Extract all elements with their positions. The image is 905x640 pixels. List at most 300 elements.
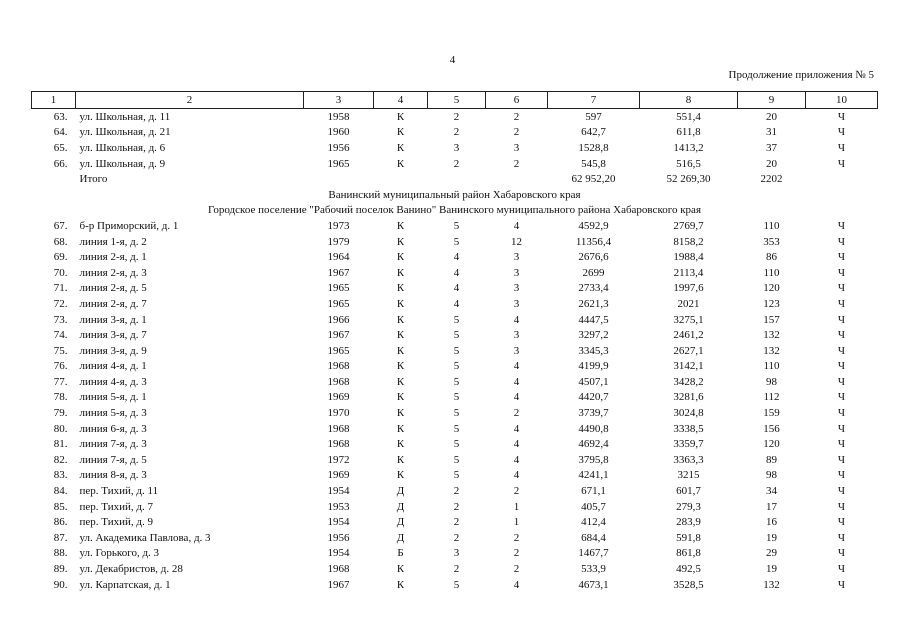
year-built-cell: 1972 [327,453,350,466]
wall-material-cell: К [396,563,405,576]
residents-cell: 98 [766,469,777,482]
wall-material-cell: К [396,157,405,170]
wall-material-cell: Б [397,547,404,560]
total-area-cell: 2621,3 [578,297,609,310]
floors-cell: 2 [453,485,460,498]
row-number-cell: 70. [53,266,68,279]
wall-material-cell: К [396,329,405,342]
total-area-cell: 3795,8 [578,453,609,466]
row-number-cell: 84. [53,485,68,498]
wall-material-cell: Д [396,516,405,529]
wall-material-cell: К [396,282,405,295]
living-area-cell: 551,4 [676,110,701,123]
table-row [32,405,878,421]
row-number-cell: 85. [53,500,68,513]
table-row [32,156,878,172]
address-cell: линия 3-я, д. 7 [79,329,147,342]
address-cell: линия 5-я, д. 1 [79,391,147,404]
section-district-heading-row [32,187,878,203]
total-area-cell: 2699 [582,266,605,279]
row-number-cell: 69. [53,251,68,264]
section-settlement-heading-row [32,203,878,219]
address-cell: линия 7-я, д. 5 [79,453,147,466]
row-number-cell: 87. [53,531,68,544]
residents-cell: 110 [763,266,780,279]
residents-cell: 19 [766,531,777,544]
entrances-cell: 4 [513,578,520,591]
header-cell: 7 [548,92,640,109]
address-cell: линия 2-я, д. 5 [79,282,147,295]
total-area-cell: 671,1 [581,485,606,498]
floors-cell: 2 [453,110,460,123]
living-area-cell: 492,5 [676,563,701,576]
year-built-cell: 1967 [327,266,350,279]
floors-cell: 5 [453,313,460,326]
residents-cell: 86 [766,251,777,264]
row-number-cell: 80. [53,422,68,435]
entrances-cell: 4 [513,391,520,404]
year-built-cell: 1968 [327,438,350,451]
floors-cell: 3 [453,547,460,560]
residents-cell: 31 [766,126,777,139]
floors-cell: 5 [453,344,460,357]
year-built-cell: 1954 [327,516,350,529]
ownership-cell: Ч [837,453,846,466]
header-cell: 4 [374,92,428,109]
living-area-cell: 2769,7 [673,219,704,232]
entrances-cell: 12 [511,235,522,248]
entrances-cell: 4 [513,422,520,435]
wall-material-cell: Д [396,500,405,513]
header-cell: 3 [304,92,374,109]
table-row [32,109,878,125]
header-cell: 2 [76,92,304,109]
total-area-cell: 3297,2 [578,329,609,342]
floors-cell: 2 [453,563,460,576]
wall-material-cell: Д [396,485,405,498]
total-area-cell: 4592,9 [578,219,609,232]
ownership-cell: Ч [837,516,846,529]
year-built-cell: 1968 [327,563,350,576]
table-row [32,530,878,546]
year-built-cell: 1965 [327,297,350,310]
total-blank-cell [304,171,374,187]
living-area-cell: 2461,2 [673,329,704,342]
ownership-cell: Ч [837,578,846,591]
row-number-cell: 86. [53,516,68,529]
table-row [32,499,878,515]
row-number-cell: 75. [53,344,68,357]
ownership-cell: Ч [837,329,846,342]
entrances-cell: 1 [513,516,520,529]
table-row [32,327,878,343]
wall-material-cell: К [396,360,405,373]
residents-cell: 98 [766,375,777,388]
ownership-cell: Ч [837,266,846,279]
year-built-cell: 1967 [327,578,350,591]
ownership-cell: Ч [837,219,846,232]
row-number-cell: 65. [53,141,68,154]
residents-cell: 132 [763,578,780,591]
total-area-cell: 4692,4 [578,438,609,451]
floors-cell: 2 [453,126,460,139]
table-row [32,265,878,281]
appendix-continuation-note: Продолжение приложения № 5 [728,69,874,81]
address-cell: линия 4-я, д. 3 [79,375,147,388]
ownership-cell: Ч [837,126,846,139]
living-area-cell: 3528,5 [673,578,704,591]
year-built-cell: 1956 [327,531,350,544]
row-number-cell: 68. [53,235,68,248]
living-area-cell: 3281,6 [673,391,704,404]
ownership-cell: Ч [837,485,846,498]
row-number-cell: 81. [53,438,68,451]
ownership-cell: Ч [837,235,846,248]
address-cell: ул. Школьная, д. 6 [79,141,166,154]
year-built-cell: 1954 [327,547,350,560]
year-built-cell: 1953 [327,500,350,513]
living-area-cell: 611,8 [676,126,701,139]
table-row [32,483,878,499]
floors-cell: 4 [453,282,460,295]
floors-cell: 4 [453,251,460,264]
total-area-value: 62 952,20 [571,173,616,186]
wall-material-cell: К [396,578,405,591]
ownership-cell: Ч [837,110,846,123]
ownership-cell: Ч [837,360,846,373]
residents-cell: 16 [766,516,777,529]
total-area-cell: 405,7 [581,500,606,513]
ownership-cell: Ч [837,469,846,482]
total-area-cell: 4490,8 [578,422,609,435]
residents-cell: 20 [766,157,777,170]
floors-cell: 2 [453,500,460,513]
section-district-heading: Ванинский муниципальный район Хабаровского края [328,188,581,201]
year-built-cell: 1970 [327,407,350,420]
row-number-cell: 79. [53,407,68,420]
residents-cell: 132 [763,329,780,342]
total-label: Итого [79,173,108,186]
year-built-cell: 1968 [327,360,350,373]
year-built-cell: 1968 [327,422,350,435]
entrances-cell: 4 [513,360,520,373]
wall-material-cell: К [396,391,405,404]
total-area-cell: 2676,6 [578,251,609,264]
floors-cell: 5 [453,578,460,591]
wall-material-cell: К [396,438,405,451]
year-built-cell: 1965 [327,282,350,295]
year-built-cell: 1968 [327,375,350,388]
ownership-cell: Ч [837,531,846,544]
total-area-cell: 4507,1 [578,375,609,388]
wall-material-cell: К [396,297,405,310]
ownership-cell: Ч [837,438,846,451]
ownership-cell: Ч [837,251,846,264]
entrances-cell: 2 [513,485,520,498]
entrances-cell: 3 [513,297,520,310]
residents-cell: 34 [766,485,777,498]
entrances-cell: 2 [513,531,520,544]
residents-cell: 19 [766,563,777,576]
entrances-cell: 2 [513,157,520,170]
year-built-cell: 1973 [327,219,350,232]
address-cell: ул. Школьная, д. 11 [79,110,171,123]
total-blank-cell [374,171,428,187]
total-area-cell: 597 [585,110,602,123]
table-row [32,343,878,359]
floors-cell: 5 [453,422,460,435]
table-row [32,577,878,593]
table-row [32,390,878,406]
table-row [32,514,878,530]
living-area-cell: 8158,2 [673,235,704,248]
table-row [32,421,878,437]
entrances-cell: 2 [513,563,520,576]
total-area-cell: 4673,1 [578,578,609,591]
year-built-cell: 1969 [327,469,350,482]
residents-cell: 20 [766,110,777,123]
address-cell: б-р Приморский, д. 1 [79,219,179,232]
living-area-cell: 3275,1 [673,313,704,326]
wall-material-cell: К [396,375,405,388]
ownership-cell: Ч [837,422,846,435]
entrances-cell: 3 [513,344,520,357]
wall-material-cell: К [396,266,405,279]
table-row [32,374,878,390]
residents-cell: 29 [766,547,777,560]
floors-cell: 5 [453,329,460,342]
address-cell: пер. Тихий, д. 7 [79,500,153,513]
row-number-cell: 72. [53,297,68,310]
row-number-cell: 89. [53,563,68,576]
year-built-cell: 1967 [327,329,350,342]
living-area-cell: 3338,5 [673,422,704,435]
entrances-cell: 1 [513,500,520,513]
residents-cell: 17 [766,500,777,513]
header-row [32,92,878,109]
floors-cell: 3 [453,141,460,154]
living-area-cell: 2113,4 [673,266,704,279]
total-blank-cell [428,171,486,187]
row-number-cell: 77. [53,375,68,388]
residents-cell: 89 [766,453,777,466]
residents-cell: 123 [763,297,780,310]
row-number-cell: 71. [53,282,68,295]
address-cell: ул. Школьная, д. 9 [79,157,166,170]
floors-cell: 5 [453,438,460,451]
living-area-cell: 3142,1 [673,360,704,373]
total-area-cell: 3739,7 [578,407,609,420]
living-area-cell: 516,5 [676,157,701,170]
table-row [32,125,878,141]
entrances-cell: 4 [513,469,520,482]
entrances-cell: 2 [513,407,520,420]
living-area-cell: 2627,1 [673,344,704,357]
row-number-cell: 83. [53,469,68,482]
table-row [32,296,878,312]
floors-cell: 2 [453,531,460,544]
residents-cell: 156 [763,422,780,435]
row-number-cell: 73. [53,313,68,326]
wall-material-cell: К [396,344,405,357]
entrances-cell: 3 [513,282,520,295]
ownership-cell: Ч [837,313,846,326]
ownership-cell: Ч [837,141,846,154]
wall-material-cell: К [396,422,405,435]
address-cell: линия 2-я, д. 7 [79,297,147,310]
total-area-cell: 4420,7 [578,391,609,404]
wall-material-cell: К [396,251,405,264]
residents-cell: 110 [763,219,780,232]
living-area-cell: 3024,8 [673,407,704,420]
floors-cell: 5 [453,453,460,466]
table-row [32,546,878,562]
address-cell: линия 1-я, д. 2 [79,235,147,248]
header-cell: 10 [806,92,878,109]
year-built-cell: 1979 [327,235,350,248]
floors-cell: 5 [453,375,460,388]
address-cell: линия 8-я, д. 3 [79,469,147,482]
entrances-cell: 4 [513,453,520,466]
table-row [32,436,878,452]
wall-material-cell: К [396,110,405,123]
row-number-cell: 74. [53,329,68,342]
residents-cell: 37 [766,141,777,154]
address-cell: ул. Академика Павлова, д. 3 [79,531,211,544]
table-row [32,561,878,577]
address-cell: пер. Тихий, д. 11 [79,485,159,498]
living-area-cell: 601,7 [676,485,701,498]
total-area-cell: 684,4 [581,531,606,544]
entrances-cell: 4 [513,219,520,232]
living-area-cell: 3359,7 [673,438,704,451]
address-cell: линия 3-я, д. 1 [79,313,147,326]
wall-material-cell: К [396,453,405,466]
address-cell: пер. Тихий, д. 9 [79,516,153,529]
living-area-cell: 279,3 [676,500,701,513]
row-number-cell: 76. [53,360,68,373]
wall-material-cell: К [396,469,405,482]
floors-cell: 4 [453,297,460,310]
header-cell: 5 [428,92,486,109]
address-cell: ул. Декабристов, д. 28 [79,563,183,576]
floors-cell: 5 [453,219,460,232]
row-number-cell: 67. [53,219,68,232]
total-area-cell: 1467,7 [578,547,609,560]
floors-cell: 5 [453,469,460,482]
living-area-cell: 1988,4 [673,251,704,264]
total-blank-cell [806,171,878,187]
total-blank-cell [32,171,76,187]
ownership-cell: Ч [837,547,846,560]
total-blank-cell [486,171,548,187]
floors-cell: 5 [453,407,460,420]
living-area-cell: 861,8 [676,547,701,560]
address-cell: линия 7-я, д. 3 [79,438,147,451]
total-area-cell: 4199,9 [578,360,609,373]
floors-cell: 4 [453,266,460,279]
wall-material-cell: Д [396,531,405,544]
year-built-cell: 1969 [327,391,350,404]
living-area-cell: 283,9 [676,516,701,529]
total-area-cell: 533,9 [581,563,606,576]
section-settlement-heading: Городское поселение "Рабочий поселок Ванино" Ванинского муниципального района Хабаровского края [207,204,702,217]
table-row [32,312,878,328]
residents-cell: 157 [763,313,780,326]
housing-table [31,91,878,592]
year-built-cell: 1966 [327,313,350,326]
year-built-cell: 1954 [327,485,350,498]
row-number-cell: 82. [53,453,68,466]
row-number-cell: 64. [53,126,68,139]
residents-cell: 120 [763,282,780,295]
entrances-cell: 4 [513,313,520,326]
total-area-cell: 4241,1 [578,469,609,482]
wall-material-cell: К [396,235,405,248]
year-built-cell: 1965 [327,157,350,170]
address-cell: ул. Горького, д. 3 [79,547,160,560]
total-area-cell: 1528,8 [578,141,609,154]
entrances-cell: 2 [513,110,520,123]
table-body [32,109,878,593]
ownership-cell: Ч [837,157,846,170]
table-row [32,234,878,250]
ownership-cell: Ч [837,563,846,576]
floors-cell: 5 [453,235,460,248]
table-row [32,468,878,484]
residents-cell: 132 [763,344,780,357]
table-row [32,359,878,375]
living-area-cell: 591,8 [676,531,701,544]
address-cell: ул. Школьная, д. 21 [79,126,171,139]
living-area-cell: 1413,2 [673,141,704,154]
total-residents-value: 2202 [760,173,783,186]
total-area-cell: 4447,5 [578,313,609,326]
address-cell: линия 3-я, д. 9 [79,344,147,357]
residents-cell: 120 [763,438,780,451]
page-number: 4 [449,54,456,66]
floors-cell: 5 [453,391,460,404]
living-area-cell: 2021 [677,297,700,310]
wall-material-cell: К [396,219,405,232]
address-cell: линия 4-я, д. 1 [79,360,147,373]
total-area-cell: 3345,3 [578,344,609,357]
row-number-cell: 66. [53,157,68,170]
address-cell: линия 2-я, д. 3 [79,266,147,279]
floors-cell: 2 [453,157,460,170]
residents-cell: 159 [763,407,780,420]
table-row [32,140,878,156]
table-row [32,452,878,468]
total-area-cell: 545,8 [581,157,606,170]
row-number-cell: 88. [53,547,68,560]
row-number-cell: 90. [53,578,68,591]
header-cell: 8 [640,92,738,109]
year-built-cell: 1960 [327,126,350,139]
floors-cell: 5 [453,360,460,373]
total-area-cell: 11356,4 [575,235,612,248]
living-area-cell: 3215 [677,469,700,482]
year-built-cell: 1956 [327,141,350,154]
address-cell: линия 2-я, д. 1 [79,251,147,264]
total-area-cell: 2733,4 [578,282,609,295]
floors-cell: 2 [453,516,460,529]
entrances-cell: 2 [513,126,520,139]
header-cell: 6 [486,92,548,109]
entrances-cell: 2 [513,547,520,560]
address-cell: линия 5-я, д. 3 [79,407,147,420]
ownership-cell: Ч [837,500,846,513]
